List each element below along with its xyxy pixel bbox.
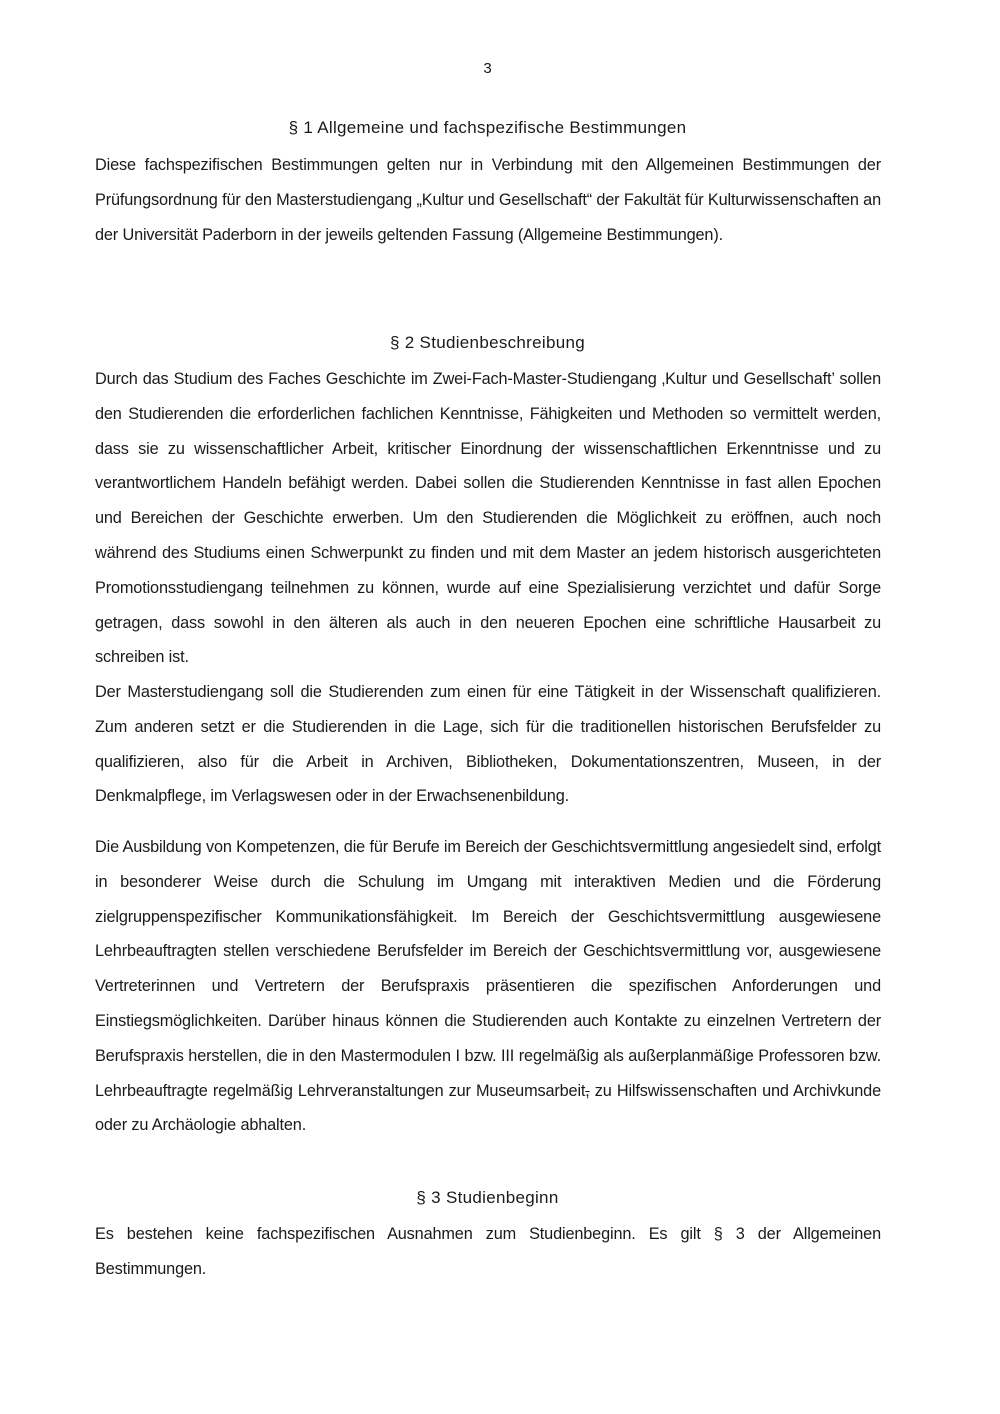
- section-3-paragraph-1: Es bestehen keine fachspezifischen Ausnahmen zum Studienbeginn. Es gilt § 3 der Allgemeinen Bestimmungen.: [95, 1225, 881, 1278]
- section-2-paragraph-1: Durch das Studium des Faches Geschichte im Zwei-Fach-Master-Studiengang ‚Kultur und Gesellschaft’ sollen den Studierenden die erforderlichen fachlichen Kenntnisse, Fähigkeiten und Methoden so vermittelt werden, dass sie zu wissenschaftlicher Arbeit, kritischer Einordnung der wissenschaftlichen Erkenntnisse und zu verantwortlichem Handeln befähigt werden. Dabei sollen die Studierenden Kenntnisse in fast allen Epochen und Bereichen der Geschichte erwerben. Um den Studierenden die Möglichkeit zu eröffnen, auch noch während des Studiums einen Schwerpunkt zu finden und mit dem Master an jedem historisch ausgerichteten Promotionsstudiengang teilnehmen zu können, wurde auf eine Spezialisierung verzichtet und dafür Sorge getragen, dass sowohl in den älteren als auch in den neueren Epochen eine schriftliche Hausarbeit zu schreiben ist.: [95, 370, 881, 667]
- page-number: 3: [483, 60, 492, 77]
- section-2-paragraph-3-text: Die Ausbildung von Kompetenzen, die für Berufe im Bereich der Geschichtsvermittlung angesiedelt sind, erfolgt in besonderer Weise durch die Schulung im Umgang mit interaktiven Medien und die Förderung zielgruppenspezifischer Kommunikationsfähigkeit. Im Bereich der Geschichtsvermittlung ausgewiesene Lehrbeauftragten stellen verschiedene Berufsfelder im Bereich der Geschichtsvermittlung vor, ausgewiesene Vertreterinnen und Vertretern der Berufspraxis präsentieren die spezifischen Anforderungen und Einstiegsmöglichkeiten. Darüber hinaus können die Studierenden auch Kontakte zu einzelnen Vertretern der Berufspraxis herstellen, die in den Mastermodulen I bzw. III regelmäßig als außerplanmäßige Professoren bzw. Lehrbeauftragte regelmäßig Lehrveranstaltungen zur Museumsarbeit: [95, 838, 881, 1100]
- section-2-heading: § 2 Studienbeschreibung: [390, 333, 585, 352]
- section-2-paragraph-2: Der Masterstudiengang soll die Studierenden zum einen für eine Tätigkeit in der Wissenschaft qualifizieren. Zum anderen setzt er die Studierenden in die Lage, sich für die traditionellen historischen Berufsfelder zu qualifizieren, also für die Arbeit in Archiven, Bibliotheken, Dokumentationszentren, Museen, in der Denkmalpflege, im Verlagswesen oder in der Erwachsenenbildung.: [95, 683, 881, 806]
- section-2-paragraph-3: [95, 830, 881, 1143]
- section-1-paragraph-1: Diese fachspezifischen Bestimmungen gelten nur in Verbindung mit den Allgemeinen Bestimmungen der Prüfungsordnung für den Masterstudiengang „Kultur und Gesellschaft“ der Fakultät für Kulturwissenschaften an der Universität Paderborn in der jeweils geltenden Fassung (Allgemeine Bestimmungen).: [95, 156, 881, 244]
- struck-comma: ,: [585, 1081, 590, 1100]
- section-2-paragraph-3-end: zu Hilfswissenschaften und Archivkunde oder zu Archäologie abhalten.: [95, 1081, 881, 1135]
- section-1-heading: § 1 Allgemeine und fachspezifische Bestimmungen: [288, 118, 687, 137]
- section-3-heading: § 3 Studienbeginn: [416, 1188, 559, 1207]
